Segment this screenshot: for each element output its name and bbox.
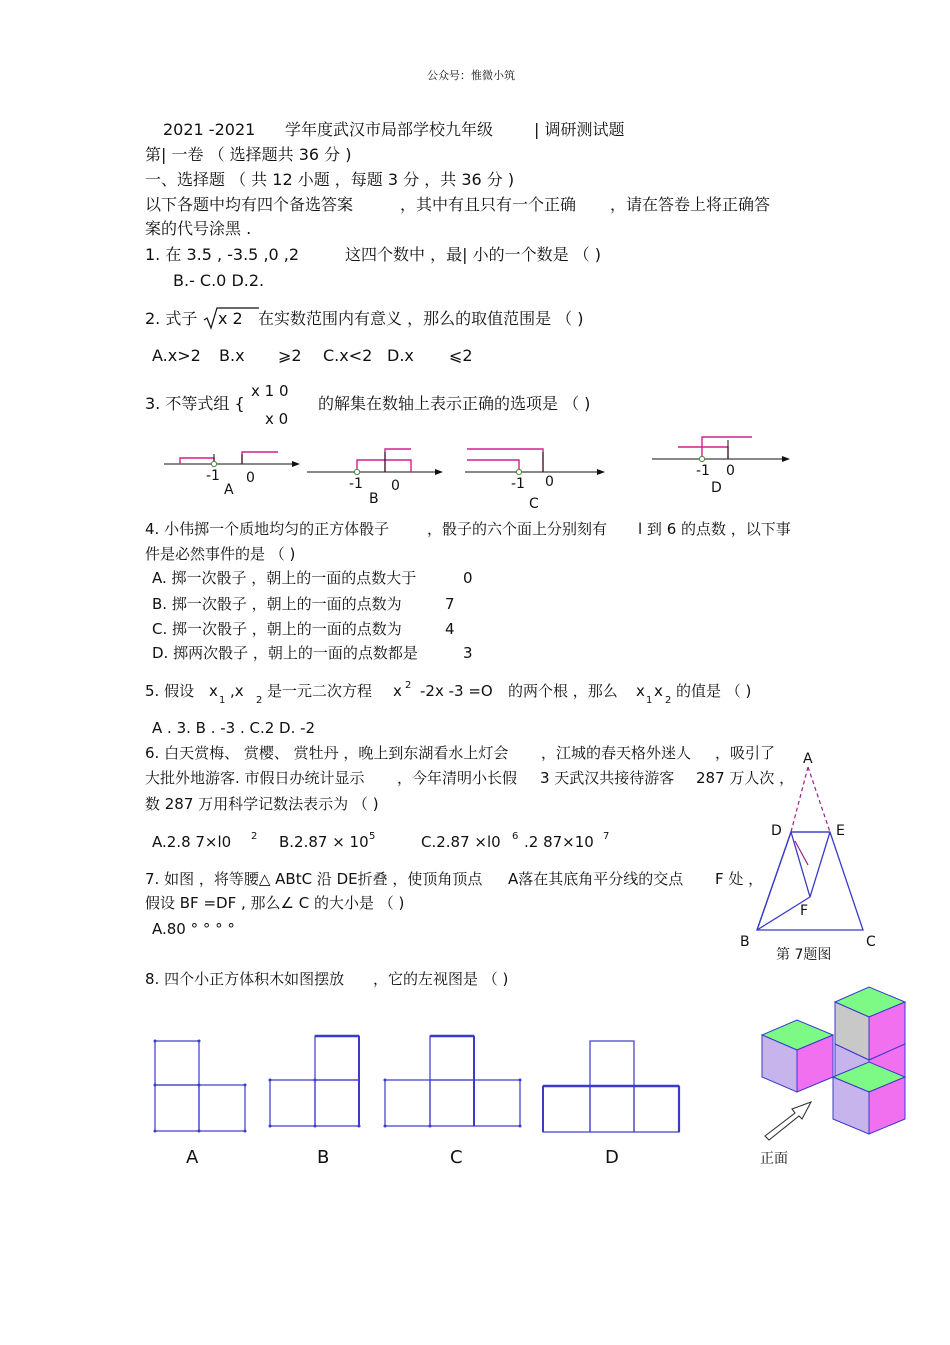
q5-part3: 是一元二次方程 bbox=[267, 682, 373, 700]
q6-option-b-exponent: 5 bbox=[369, 831, 376, 842]
q4-stem-a: 4. 小伟掷一个质地均匀的正方体骰子 bbox=[145, 520, 390, 538]
q1-stem-b: 这四个数中 ，最| 小的一个数是 （ ) bbox=[345, 245, 601, 264]
q6-line1-a: 6. 白天赏梅、 赏樱、 赏牡丹 ，晚上到东湖看水上灯会 bbox=[145, 744, 509, 762]
option-label-a: A bbox=[186, 1147, 199, 1168]
q5-part1: 5. 假设 bbox=[145, 682, 195, 700]
q6-option-d-exponent: 7 bbox=[603, 831, 610, 842]
axis-label-zero: 0 bbox=[726, 463, 735, 479]
q5-part2: ,x bbox=[230, 682, 244, 700]
q4-option-d-number: 3 bbox=[463, 644, 473, 662]
q3-stem-b: 的解集在数轴上表示正确的选项是 （ ) bbox=[318, 394, 591, 413]
section-part: 第| 一卷 （ 选择题共 36 分 ) bbox=[145, 145, 352, 164]
point-label-f: F bbox=[800, 903, 809, 919]
point-label-a: A bbox=[803, 751, 813, 767]
q6-option-a: A.2.8 7×l0 bbox=[152, 833, 232, 851]
number-line-d bbox=[650, 430, 800, 500]
q1-stem-a: 1. 在 3.5 , -3.5 ,0 ,2 bbox=[145, 245, 300, 264]
q4-stem-b: ，骰子的六个面上分别刻有 bbox=[427, 520, 608, 538]
stacked-cubes-figure bbox=[755, 980, 920, 1170]
q5-product-x2: x bbox=[654, 682, 663, 700]
q6-option-c: C.2.87 ×l0 bbox=[421, 833, 501, 851]
q6-line2-d: 287 万人次 ， bbox=[696, 769, 795, 787]
point-label-c: C bbox=[866, 934, 876, 950]
q7-line2: 假设 BF =DF , 那么∠ C 的大小是 （ ) bbox=[145, 894, 405, 912]
title-suffix: | 调研测试题 bbox=[534, 120, 625, 139]
q6-line1-b: ，江城的春天格外迷人 bbox=[541, 744, 692, 762]
point-label-e: E bbox=[836, 823, 845, 839]
front-label: 正面 bbox=[760, 1151, 788, 1167]
q3-stem-a: 3. 不等式组 { bbox=[145, 394, 245, 413]
option-label-b: B bbox=[317, 1147, 330, 1168]
point-label-d: D bbox=[771, 823, 782, 839]
q2-stem-b: 在实数范围内有意义 ，那么的取值范围是 （ ) bbox=[258, 309, 584, 328]
instructions-b: ，其中有且只有一个正确 bbox=[400, 195, 577, 214]
q2-option-b-value: ⩾2 bbox=[278, 346, 302, 365]
q4-option-b: B. 掷一次骰子 ，朝上的一面的点数为 bbox=[152, 595, 402, 613]
left-view-option-a bbox=[150, 1035, 250, 1175]
axis-label-minus-one: -1 bbox=[696, 463, 710, 479]
q3-system-line2: x 0 bbox=[265, 410, 289, 428]
q6-line2-b: ，今年清明小长假 bbox=[397, 769, 518, 787]
axis-label-minus-one: -1 bbox=[511, 476, 525, 492]
q5-product-sub2: 2 bbox=[665, 695, 672, 706]
q6-line1-c: ，吸引了 bbox=[715, 744, 776, 762]
q3-system-line1: x 1 0 bbox=[251, 382, 289, 400]
axis-label-minus-one: -1 bbox=[349, 476, 363, 492]
q8-stem-a: 8. 四个小正方体积木如图摆放 bbox=[145, 970, 345, 988]
q6-line3: 数 287 万用科学记数法表示为 （ ) bbox=[145, 795, 379, 813]
instructions-d: 案的代号涂黑 . bbox=[145, 219, 252, 238]
q2-option-d: D.x bbox=[387, 346, 414, 365]
q5-product-x1: x bbox=[636, 682, 645, 700]
q2-radicand: x 2 bbox=[218, 309, 243, 328]
q5-sub2: 2 bbox=[256, 695, 263, 706]
q5-x-squared: x bbox=[393, 682, 402, 700]
triangle-fold-figure bbox=[735, 745, 895, 975]
q5-sup2: 2 bbox=[405, 680, 412, 691]
q4-option-a-number: 0 bbox=[463, 569, 473, 587]
left-view-option-c bbox=[380, 1030, 530, 1175]
q7-line1-c: F 处 ， bbox=[715, 870, 764, 888]
q5-product-sub1: 1 bbox=[646, 695, 653, 706]
q6-option-c-exponent: 6 bbox=[512, 831, 519, 842]
number-line-c bbox=[463, 440, 613, 512]
q5-part6: 的值是 （ ) bbox=[676, 682, 752, 700]
q7-options: A.80 ° ° ° ° bbox=[152, 920, 235, 938]
figure-caption: 第 7题图 bbox=[776, 947, 832, 963]
front-direction-arrow-icon bbox=[765, 1102, 811, 1140]
q6-option-b: B.2.87 × 10 bbox=[279, 833, 369, 851]
number-line-b bbox=[305, 440, 455, 510]
left-view-option-b bbox=[265, 1030, 365, 1175]
q6-option-d: .2 87×10 bbox=[524, 833, 594, 851]
q2-option-a: A.x>2 bbox=[152, 346, 201, 365]
q6-line2-a: 大批外地游客. 市假日办统计显示 bbox=[145, 769, 365, 787]
q7-line1-a: 7. 如图 ，将等腰△ ABtC 沿 DE折叠 ，使顶角顶点 bbox=[145, 870, 483, 888]
axis-label-zero: 0 bbox=[246, 470, 255, 486]
left-view-option-d bbox=[538, 1035, 688, 1175]
q4-option-c-number: 4 bbox=[445, 620, 455, 638]
axis-label-zero: 0 bbox=[391, 478, 400, 494]
instructions-a: 以下各题中均有四个备选答案 bbox=[145, 195, 354, 214]
page-header: 公众号：惟微小筑 bbox=[427, 69, 515, 82]
instructions-c: ，请在答卷上将正确答 bbox=[610, 195, 771, 214]
option-label-a: A bbox=[224, 482, 234, 498]
q1-options: B.- C.0 D.2. bbox=[173, 271, 265, 290]
q7-line1-b: A落在其底角平分线的交点 bbox=[508, 870, 684, 888]
q5-sub1: 1 bbox=[219, 695, 226, 706]
q4-stem-c: l 到 6 的点数 ，以下事 bbox=[638, 520, 791, 538]
option-label-c: C bbox=[529, 496, 539, 512]
title-name: 学年度武汉市局部学校九年级 bbox=[285, 120, 494, 139]
q6-option-a-exponent: 2 bbox=[251, 831, 258, 842]
section-heading: 一、选择题 （ 共 12 小题 ，每题 3 分 ，共 36 分 ) bbox=[145, 170, 515, 189]
q5-options: A . 3. B . -3 . C.2 D. -2 bbox=[152, 719, 316, 737]
axis-label-minus-one: -1 bbox=[206, 468, 220, 484]
number-line-a bbox=[160, 440, 310, 500]
q4-option-a: A. 掷一次骰子 ，朝上的一面的点数大于 bbox=[152, 569, 417, 587]
q2-option-c: C.x<2 bbox=[323, 346, 373, 365]
q6-line2-c: 3 天武汉共接待游客 bbox=[540, 769, 675, 787]
q2-option-b: B.x bbox=[219, 346, 245, 365]
q8-stem-b: ，它的左视图是 （ ) bbox=[373, 970, 509, 988]
q5-part5: 的两个根 ，那么 bbox=[508, 682, 618, 700]
option-label-c: C bbox=[450, 1147, 463, 1168]
option-label-d: D bbox=[711, 480, 722, 496]
q4-option-c: C. 掷一次骰子 ，朝上的一面的点数为 bbox=[152, 620, 402, 638]
point-label-b: B bbox=[740, 934, 750, 950]
q5-part4: -2x -3 =O bbox=[420, 682, 493, 700]
title-year: 2021 -2021 bbox=[163, 120, 256, 139]
option-label-b: B bbox=[369, 491, 379, 507]
q5-x1: x bbox=[209, 682, 218, 700]
q4-stem-d: 件是必然事件的是 （ ) bbox=[145, 545, 296, 563]
q2-option-d-value: ⩽2 bbox=[449, 346, 473, 365]
q4-option-b-number: 7 bbox=[445, 595, 455, 613]
axis-label-zero: 0 bbox=[545, 474, 554, 490]
q2-stem-a: 2. 式子 bbox=[145, 309, 198, 328]
q4-option-d: D. 掷两次骰子 ，朝上的一面的点数都是 bbox=[152, 644, 418, 662]
option-label-d: D bbox=[605, 1147, 619, 1168]
